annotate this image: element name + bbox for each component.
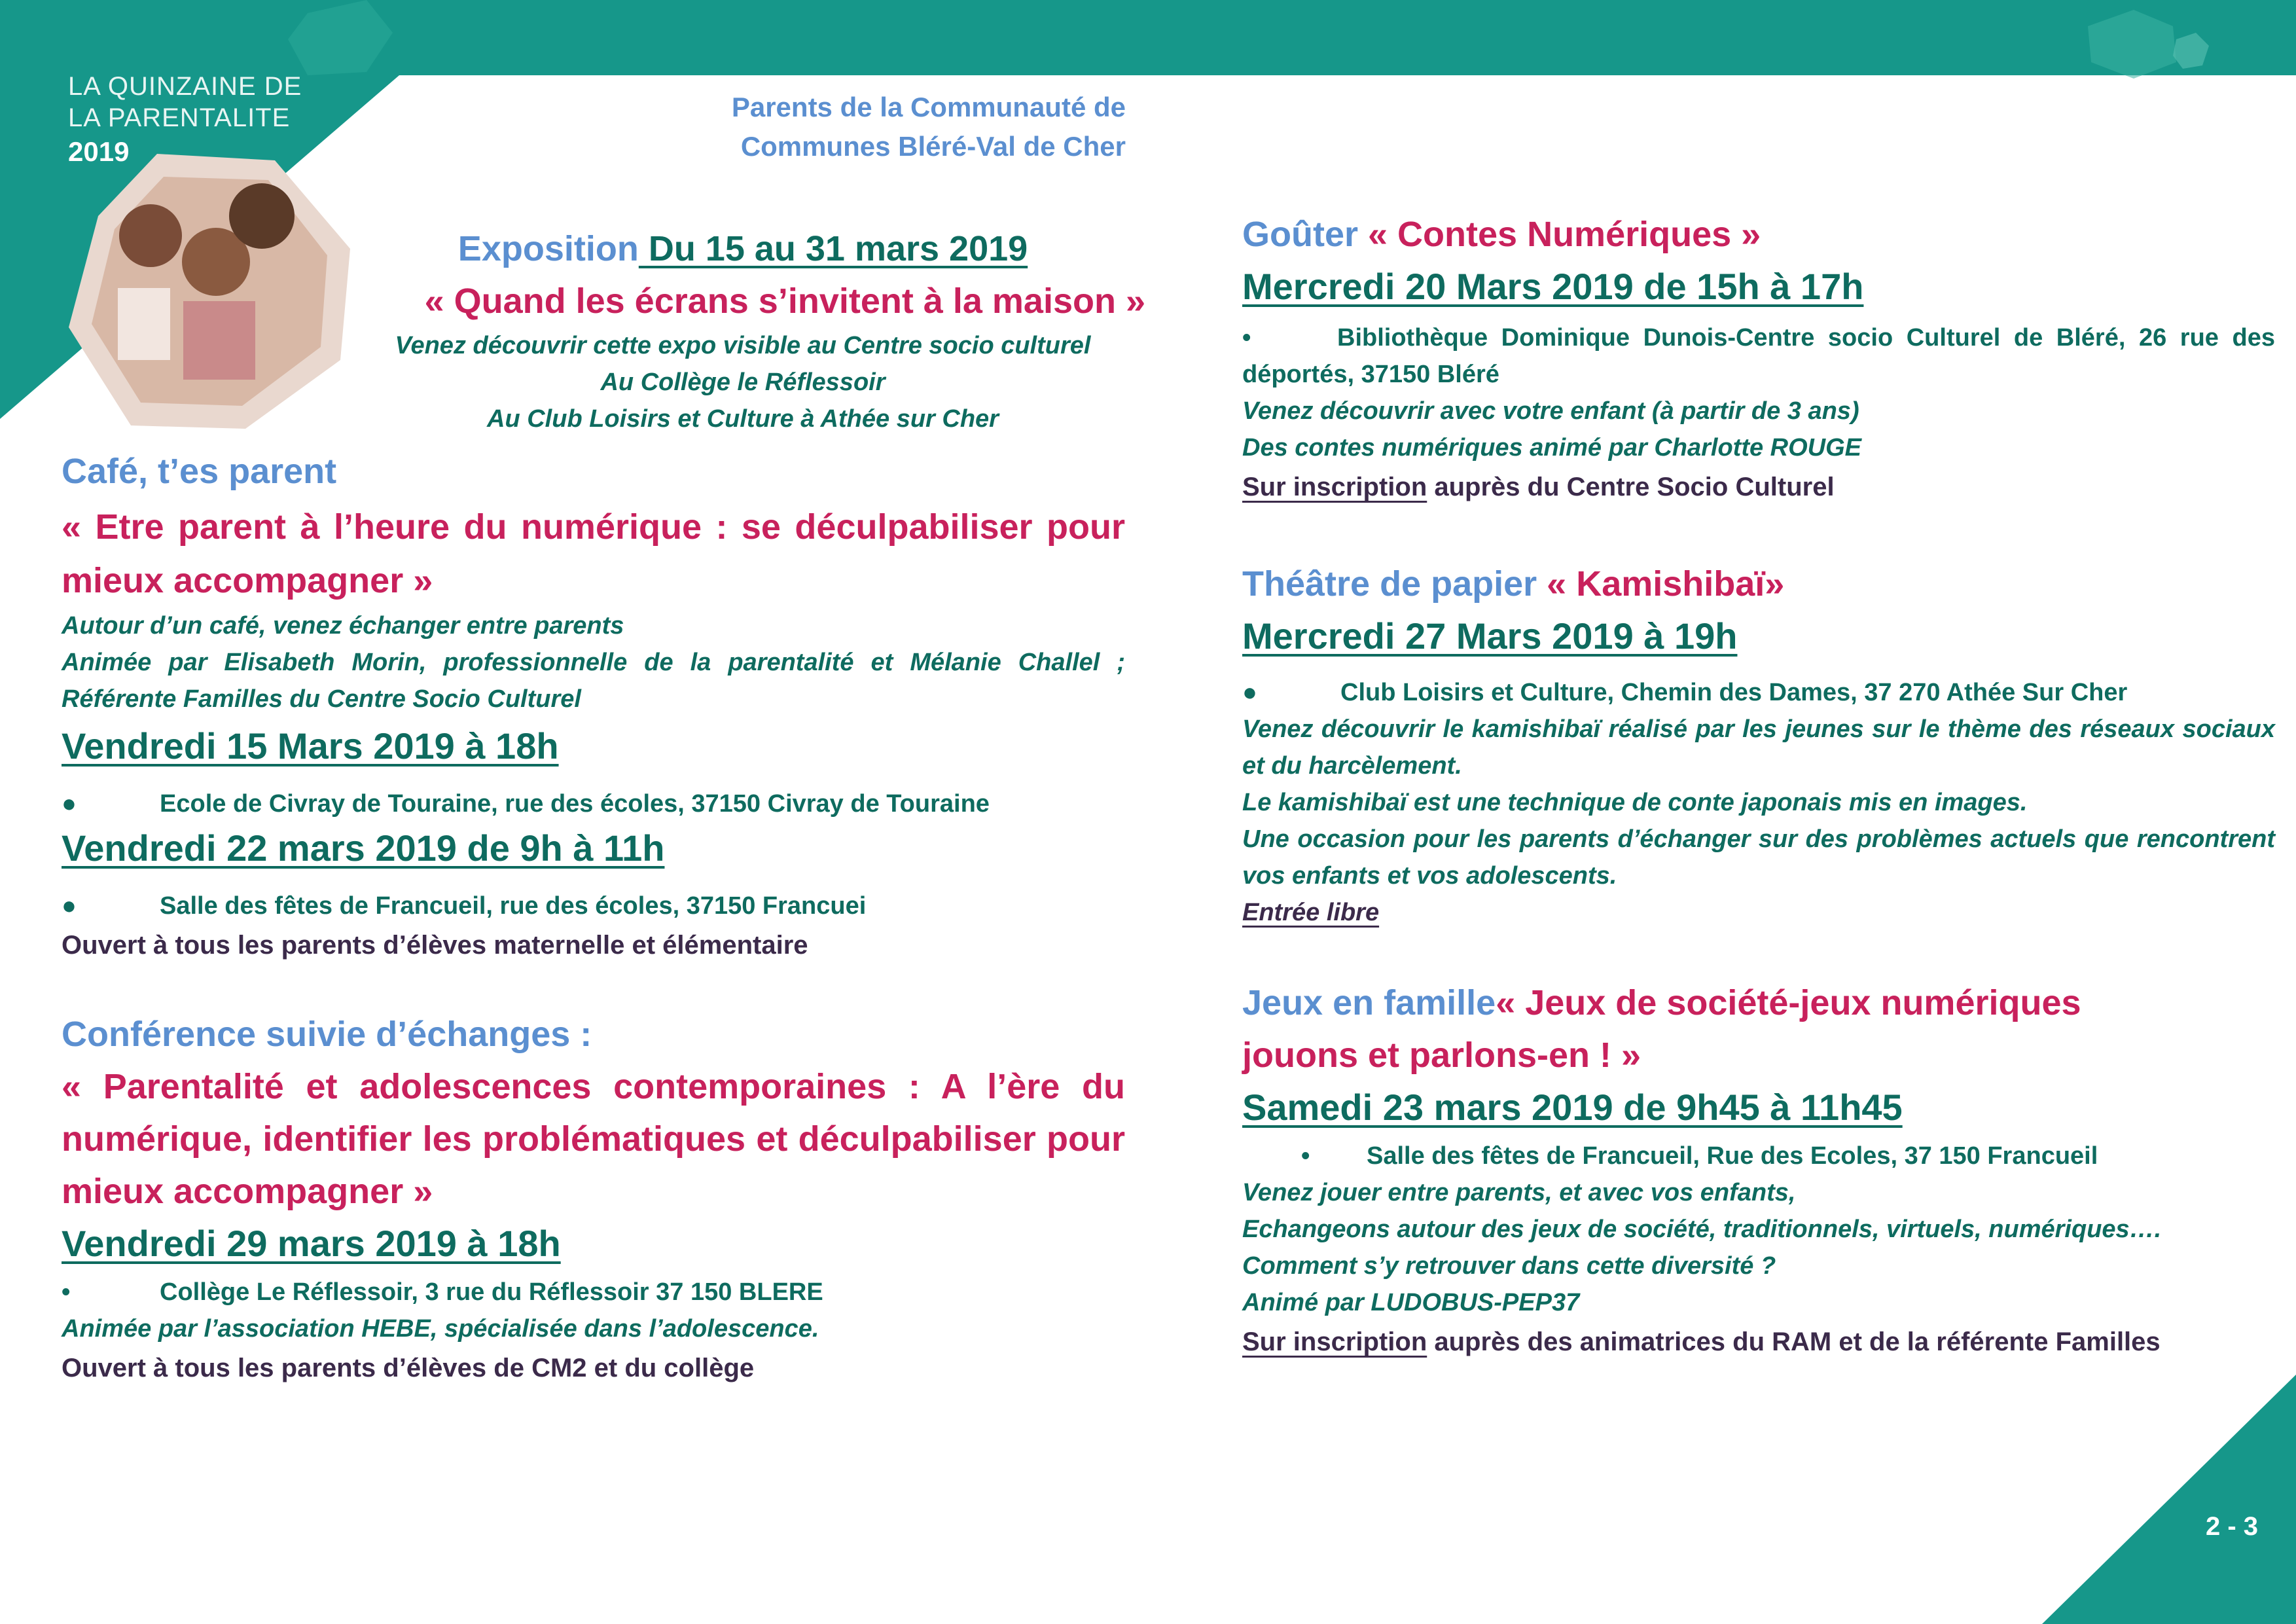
entry-note: Entrée libre	[1242, 899, 1380, 926]
place-text: Salle des fêtes de Francueil, Rue des Ecoles, 37 150 Francueil	[1367, 1142, 2098, 1170]
bullet-icon: •	[62, 1278, 71, 1306]
event-cafe	[62, 445, 1125, 964]
event-line: Animée par Elisabeth Morin, professionnelle de la parentalité et Mélanie Challel ; Référente Familles du Centre Socio Culturel	[62, 649, 1125, 713]
event-line: Autour d’un café, venez échanger entre parents	[62, 612, 624, 640]
header-title-line2: LA PARENTALITE	[68, 103, 291, 132]
event-note: Ouvert à tous les parents d’élèves de CM2 et du collège	[62, 1354, 755, 1382]
event-title: « Jeux de société-jeux numériques	[1496, 983, 2081, 1022]
page-number: 2 - 3	[2205, 1512, 2258, 1541]
event-kind: Conférence suivie d’échanges :	[62, 1015, 592, 1054]
event-place	[62, 888, 1125, 924]
bullet-icon: ●	[62, 790, 77, 818]
event-exposition	[340, 223, 1145, 437]
event-line: Venez découvrir cette expo visible au Centre socio culturel	[395, 332, 1091, 359]
event-line: Comment s’y retrouver dans cette diversité ?	[1242, 1252, 1776, 1280]
event-kind: Exposition	[457, 229, 639, 268]
event-title: « Contes Numériques »	[1368, 215, 1761, 254]
event-date: Mercredi 27 Mars 2019 à 19h	[1242, 615, 1738, 657]
registration	[1242, 469, 2275, 505]
event-line: Au Club Loisirs et Culture à Athée sur Cher	[487, 405, 999, 433]
header-title-line1: LA QUINZAINE DE	[68, 72, 302, 101]
event-place	[1242, 1138, 2275, 1174]
event-title: « Kamishibaï»	[1547, 564, 1785, 604]
event-date: Samedi 23 mars 2019 de 9h45 à 11h45	[1242, 1087, 1903, 1128]
event-note: Ouvert à tous les parents d’élèves maternelle et élémentaire	[62, 931, 808, 960]
event-theatre	[1242, 558, 2275, 931]
event-date: Vendredi 15 Mars 2019 à 18h	[62, 725, 559, 767]
event-kind: Goûter	[1242, 215, 1369, 254]
event-place	[62, 785, 1125, 822]
event-title: « Quand les écrans s’invitent à la maison »	[424, 281, 1145, 321]
event-title: « Parentalité et adolescences contemporaines : A l’ère du numérique, identifier les problématiques et déculpabiliser pour mieux accompagner »	[62, 1067, 1125, 1211]
place-text: Ecole de Civray de Touraine, rue des écoles, 37150 Civray de Touraine	[160, 790, 990, 818]
bullet-icon: •	[1301, 1142, 1310, 1170]
event-title-2: jouons et parlons-en ! »	[1242, 1036, 1641, 1075]
place-text: Bibliothèque Dominique Dunois-Centre socio Culturel de Bléré, 26 rue des déportés, 37150 Bléré	[1242, 324, 2275, 388]
event-date: Vendredi 22 mars 2019 de 9h à 11h	[62, 827, 665, 869]
event-line: Animé par LUDOBUS-PEP37	[1242, 1289, 1580, 1316]
bullet-icon: ●	[1242, 679, 1257, 706]
event-date: Mercredi 20 Mars 2019 de 15h à 17h	[1242, 266, 1864, 307]
place-text: Collège Le Réflessoir, 3 rue du Réflessoir 37 150 BLERE	[160, 1278, 823, 1306]
registration-text: auprès du Centre Socio Culturel	[1427, 473, 1835, 501]
event-gouter	[1242, 208, 2275, 505]
place-text: Salle des fêtes de Francueil, rue des écoles, 37150 Francuei	[160, 892, 867, 920]
event-place	[1242, 674, 2275, 711]
event-line: Animée par l’association HEBE, spécialisée dans l’adolescence.	[62, 1315, 819, 1343]
event-kind: Jeux en famille	[1242, 983, 1496, 1022]
event-dates: Du 15 au 31 mars 2019	[638, 229, 1028, 268]
event-place	[1242, 319, 2275, 393]
event-line: Une occasion pour les parents d’échanger sur des problèmes actuels que rencontrent vos enfants et vos adolescents.	[1242, 825, 2275, 890]
bullet-icon: ●	[62, 892, 77, 920]
event-line: Venez jouer entre parents, et avec vos enfants,	[1242, 1179, 1796, 1206]
event-date: Vendredi 29 mars 2019 à 18h	[62, 1223, 561, 1264]
event-title: « Etre parent à l’heure du numérique : se déculpabiliser pour mieux accompagner »	[62, 507, 1125, 600]
bullet-icon: •	[1242, 324, 1251, 352]
event-jeux	[1242, 977, 2275, 1360]
registration	[1242, 1324, 2275, 1360]
event-line: Au Collège le Réflessoir	[600, 369, 886, 396]
event-kind: Théâtre de papier	[1242, 564, 1547, 604]
event-place	[62, 1274, 1125, 1310]
organizer-line1: Parents de la Communauté de	[731, 92, 1126, 122]
registration-link[interactable]: Sur inscription	[1242, 473, 1427, 501]
event-line: Le kamishibaï est une technique de conte japonais mis en images.	[1242, 789, 2028, 816]
registration-link[interactable]: Sur inscription	[1242, 1327, 1427, 1356]
header-year: 2019	[68, 136, 130, 167]
event-line: Venez découvrir le kamishibaï réalisé par les jeunes sur le thème des réseaux sociaux et du harcèlement.	[1242, 715, 2275, 780]
event-kind: Café, t’es parent	[62, 452, 337, 491]
event-line: Des contes numériques animé par Charlotte ROUGE	[1242, 434, 1862, 461]
event-conference	[62, 1008, 1125, 1386]
event-line: Venez découvrir avec votre enfant (à partir de 3 ans)	[1242, 397, 1859, 425]
event-line: Echangeons autour des jeux de société, traditionnels, virtuels, numériques….	[1242, 1216, 2162, 1243]
place-text: Club Loisirs et Culture, Chemin des Dames, 37 270 Athée Sur Cher	[1340, 679, 2128, 706]
registration-text: auprès des animatrices du RAM et de la référente Familles	[1427, 1327, 2161, 1356]
organizer-line2: Communes Bléré-Val de Cher	[740, 131, 1126, 162]
